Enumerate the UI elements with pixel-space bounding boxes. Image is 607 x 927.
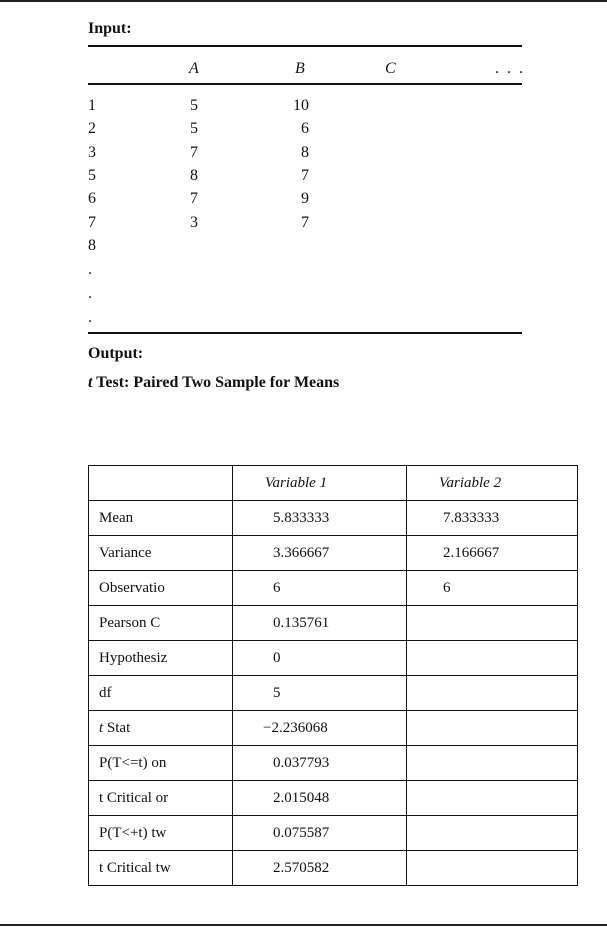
variable-2-value [407,641,578,676]
cell-b: 10 [293,97,309,114]
table-row [89,641,578,676]
row-label: Pearson C [89,606,233,641]
variable-1-value: 5 [233,676,407,711]
cell-b: 8 [301,144,309,161]
row-label: Observatio [89,571,233,606]
cell-b: 6 [301,120,309,137]
cell-a: 5 [190,120,198,137]
variable-2-value [407,676,578,711]
cell-b: 7 [301,214,309,231]
cell-b: 7 [301,167,309,184]
variable-2-value: 6 [407,571,578,606]
table-row [89,571,578,606]
row-label-rest: Stat [103,719,131,736]
row-ellipsis: . [88,261,92,278]
input-table-top-rule [88,45,522,47]
cell-a: 7 [190,190,198,207]
row-number: 6 [88,190,96,207]
row-label: Variance [89,536,233,571]
row-ellipsis: . [88,285,92,302]
table-row [89,536,578,571]
row-number: 3 [88,144,96,161]
variable-1-value: 0 [233,641,407,676]
header-cell-empty [89,466,233,501]
variable-1-value: 0.037793 [233,746,407,781]
table-row [89,711,578,746]
input-table-header-rule [88,83,522,85]
cell-a: 8 [190,167,198,184]
variable-1-value: 2.015048 [233,781,407,816]
row-label: P(T<+t) tw [89,816,233,851]
variable-2-value [407,781,578,816]
variable-2-value [407,746,578,781]
variable-2-value [407,606,578,641]
table-row [89,851,578,886]
row-number: 7 [88,214,96,231]
table-row [89,746,578,781]
table-row [89,676,578,711]
table-header-row [89,466,578,501]
variable-1-value: 6 [233,571,407,606]
cell-a: 5 [190,97,198,114]
variable-2-value [407,851,578,886]
top-border [0,0,607,2]
input-table-bottom-rule [88,332,522,334]
results-table [88,465,578,886]
variable-2-value: 7.833333 [407,501,578,536]
variable-2-value [407,711,578,746]
row-number: 1 [88,97,96,114]
row-label: Hypothesiz [89,641,233,676]
table-row [89,501,578,536]
row-label-t: t [99,719,104,736]
table-row [89,606,578,641]
cell-b: 9 [301,190,309,207]
row-ellipsis: . [88,309,92,326]
header-variable-1: Variable 1 [233,466,407,501]
variable-2-value: 2.166667 [407,536,578,571]
cell-a: 3 [190,214,198,231]
row-number: 8 [88,237,96,254]
variable-2-value [407,816,578,851]
column-header-b: B [295,60,305,77]
bottom-border [0,924,607,926]
variable-1-value: 0.135761 [233,606,407,641]
input-label: Input: [88,20,132,37]
table-row [89,816,578,851]
cell-a: 7 [190,144,198,161]
table-row [89,781,578,816]
row-label: df [89,676,233,711]
row-label: t Critical or [89,781,233,816]
test-title-t: t [88,374,93,391]
output-label: Output: [88,345,144,362]
row-number: 5 [88,167,96,184]
column-header-c: C [385,60,396,77]
row-label: Mean [89,501,233,536]
test-title-rest: Test: Paired Two Sample for Means [92,374,340,391]
variable-1-value: 5.833333 [233,501,407,536]
variable-1-value: −2.236068 [233,711,407,746]
row-label: P(T<=t) on [89,746,233,781]
column-header-more: . . . [495,60,525,77]
variable-1-value: 3.366667 [233,536,407,571]
row-label [89,711,233,746]
row-label: t Critical tw [89,851,233,886]
column-header-a: A [189,60,199,77]
test-title [88,374,339,392]
header-variable-2: Variable 2 [407,466,578,501]
variable-1-value: 2.570582 [233,851,407,886]
row-number: 2 [88,120,96,137]
variable-1-value: 0.075587 [233,816,407,851]
